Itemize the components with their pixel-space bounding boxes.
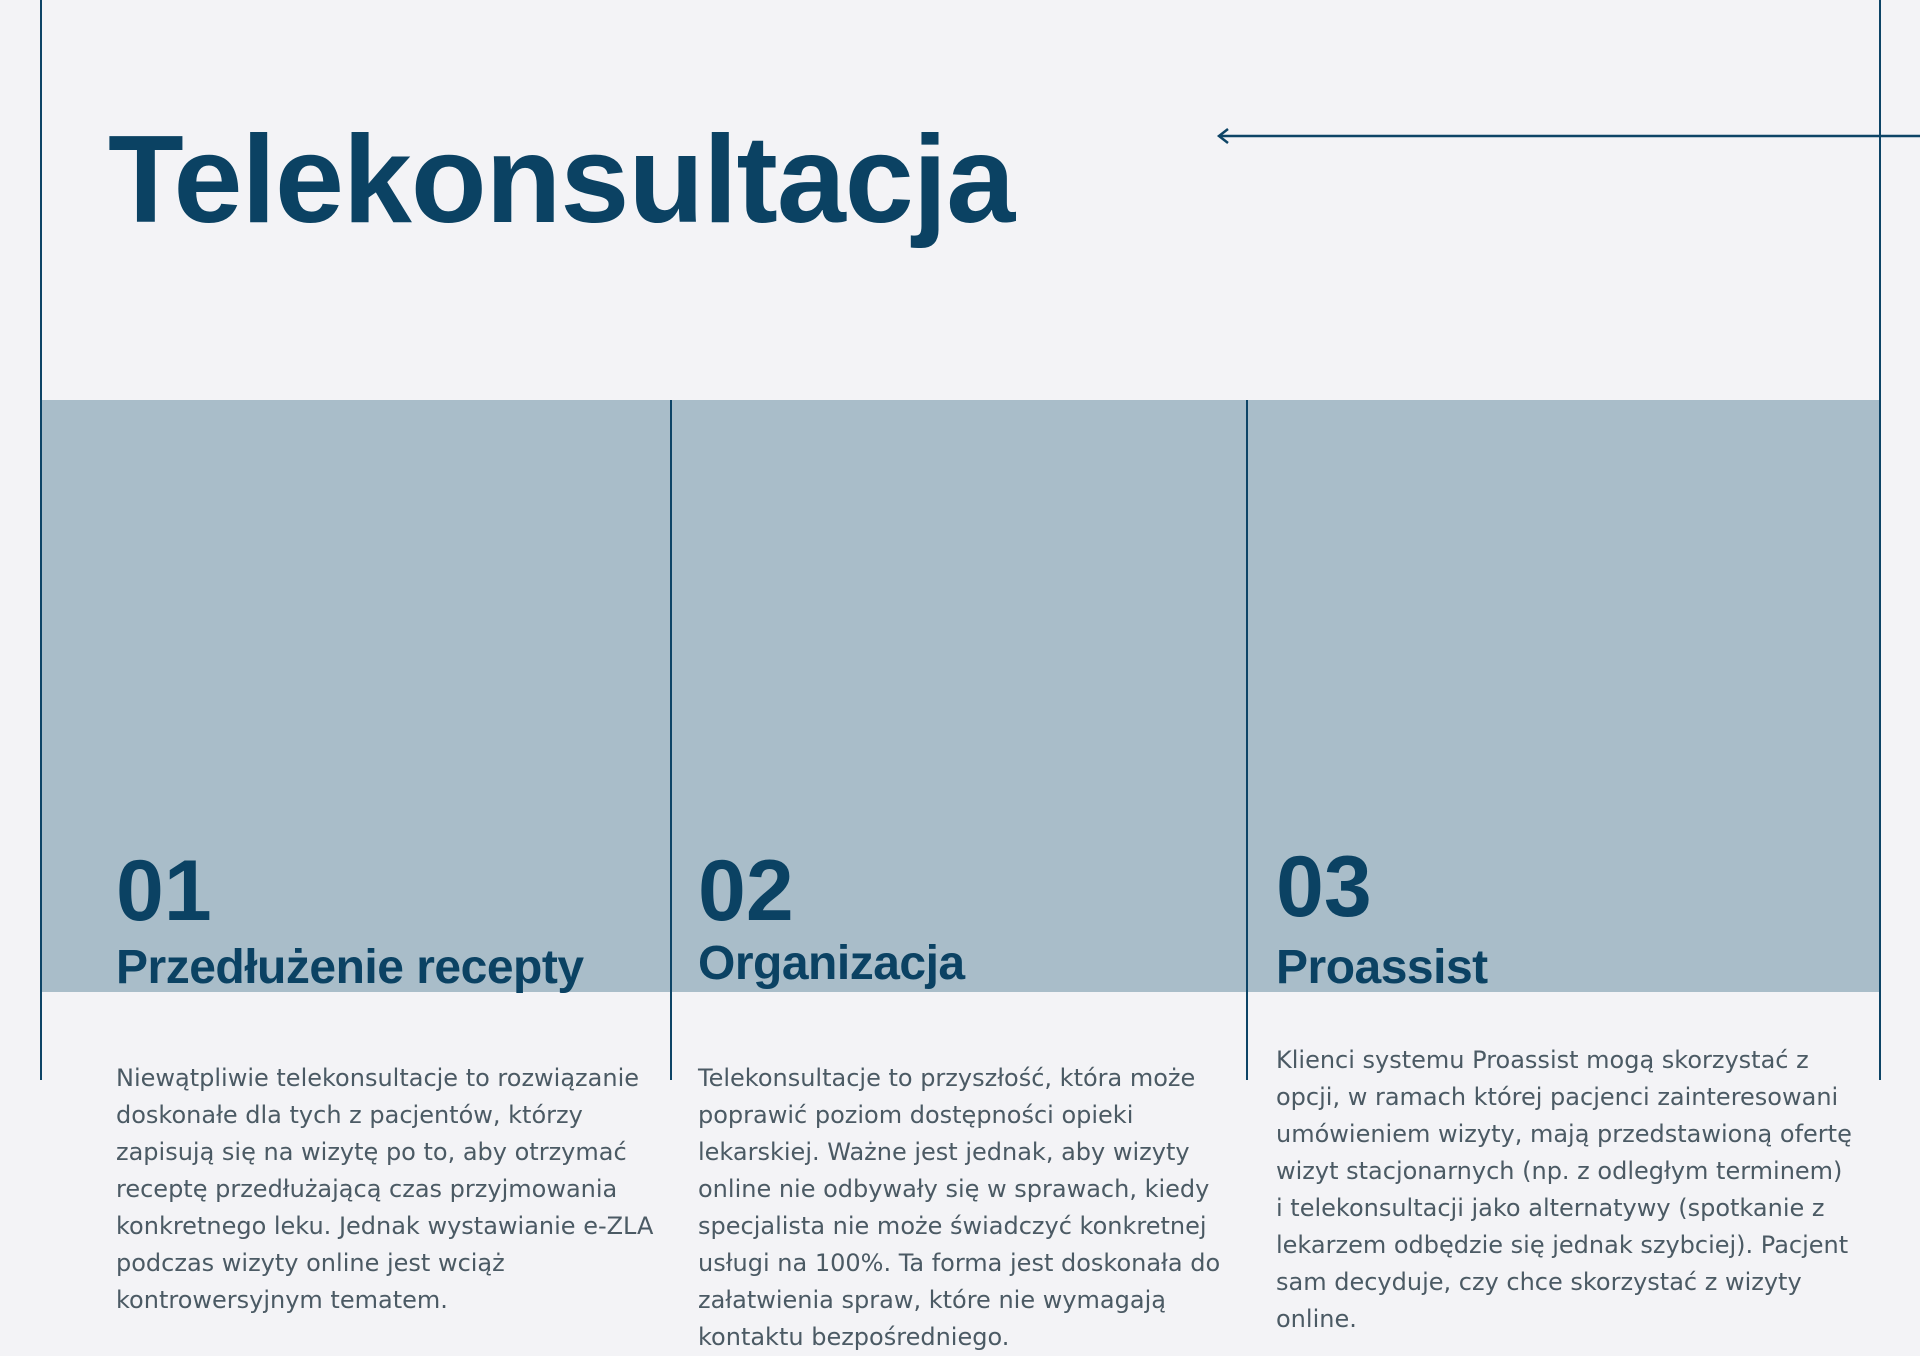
- arrow-left-icon: [1216, 126, 1920, 146]
- card-body: Niewątpliwie telekonsultacje to rozwiązanie doskonałe dla tych z pacjentów, którzy zapisują się na wizytę po to, aby otrzymać receptę przedłużającą czas przyjmowania konkretnego leku. Jednak wystawianie e-ZLA podczas wizyty online jest wciąż kontrowersyjnym tematem.: [116, 1064, 654, 1314]
- column-divider-2: [1246, 400, 1248, 1080]
- left-border-line: [40, 0, 42, 1080]
- column-divider-1: [670, 400, 672, 1080]
- card-heading: Przedłużenie recepty: [116, 941, 584, 994]
- card-body: Telekonsultacje to przyszłość, która może poprawić poziom dostępności opieki lekarskiej. Ważne jest jednak, aby wizyty online nie odbywały się w sprawach, kiedy specjalista nie może świadczyć konkretnej usługi na 100%. Ta forma jest doskonała do załatwienia spraw, które nie wymagają kontaktu bezpośredniego.: [698, 1064, 1221, 1351]
- content-band: [41, 400, 1879, 992]
- card-number: 02: [698, 843, 794, 939]
- page-title: Telekonsultacja: [108, 111, 1015, 249]
- card-heading: Proassist: [1276, 941, 1488, 994]
- card-number: 03: [1276, 839, 1372, 935]
- card-heading: Organizacja: [698, 937, 965, 990]
- right-border-line: [1879, 0, 1881, 1080]
- card-number: 01: [116, 843, 212, 939]
- card-body: Klienci systemu Proassist mogą skorzystać z opcji, w ramach której pacjenci zainteresowani umówieniem wizyty, mają przedstawioną ofertę wizyt stacjonarnych (np. z odległym terminem) i telekonsultacji jako alternatywy (spotkanie z lekarzem odbędzie się jednak szybciej). Pacjent sam decyduje, czy chce skorzystać z wizyty online.: [1276, 1046, 1852, 1333]
